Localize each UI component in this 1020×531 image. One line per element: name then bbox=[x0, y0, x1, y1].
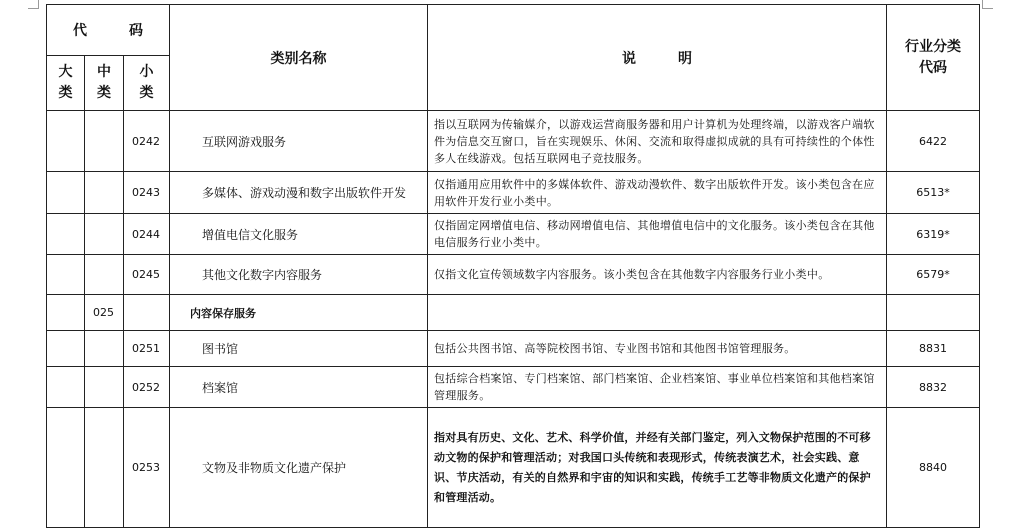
header-industry-code-text: 行业分类代码 bbox=[905, 38, 961, 76]
cell-description: 指以互联网为传输媒介，以游戏运营商服务器和用户计算机为处理终端，以游戏客户端软件为信息交互窗口，旨在实现娱乐、休闲、交流和取得虚拟成就的具有可持续性的个体性多人在线游戏。包括互联网电子竞技服务。 bbox=[428, 111, 887, 172]
cell-minor: 0245 bbox=[124, 255, 170, 295]
cell-medium bbox=[85, 111, 124, 172]
cell-major bbox=[47, 111, 85, 172]
header-major-text: 大类 bbox=[58, 64, 73, 101]
header-minor-text: 小类 bbox=[139, 64, 154, 101]
cell-minor: 0242 bbox=[124, 111, 170, 172]
cell-minor: 0253 bbox=[124, 408, 170, 528]
cell-industry-code: 6513* bbox=[887, 172, 980, 214]
table-row bbox=[47, 408, 980, 528]
cell-industry-code: 8840 bbox=[887, 408, 980, 528]
table-row bbox=[47, 331, 980, 367]
cell-description: 仅指文化宣传领域数字内容服务。该小类包含在其他数字内容服务行业小类中。 bbox=[428, 255, 887, 295]
cell-category-name: 图书馆 bbox=[170, 331, 428, 367]
header-description: 说 明 bbox=[428, 5, 887, 111]
cell-description: 仅指通用应用软件中的多媒体软件、游戏动漫软件、数字出版软件开发。该小类包含在应用软件开发行业小类中。 bbox=[428, 172, 887, 214]
cell-major bbox=[47, 214, 85, 255]
header-major bbox=[47, 56, 85, 111]
cell-minor bbox=[124, 295, 170, 331]
cell-medium bbox=[85, 255, 124, 295]
cell-category-name: 增值电信文化服务 bbox=[170, 214, 428, 255]
cell-major bbox=[47, 331, 85, 367]
header-code-group: 代 码 bbox=[47, 5, 170, 56]
table-row bbox=[47, 367, 980, 408]
cell-minor: 0251 bbox=[124, 331, 170, 367]
cell-description: 指对具有历史、文化、艺术、科学价值，并经有关部门鉴定，列入文物保护范围的不可移动文物的保护和管理活动；对我国口头传统和表现形式，传统表演艺术，社会实践、意识、节庆活动，有关的自然界和宇宙的知识和实践，传统手工艺等非物质文化遗产的保护和管理活动。 bbox=[428, 408, 887, 528]
cell-minor: 0244 bbox=[124, 214, 170, 255]
cell-medium bbox=[85, 172, 124, 214]
cell-medium bbox=[85, 214, 124, 255]
page-corner-mark-right bbox=[982, 0, 993, 9]
cell-category-name: 档案馆 bbox=[170, 367, 428, 408]
cell-category-name: 互联网游戏服务 bbox=[170, 111, 428, 172]
cell-category-name: 多媒体、游戏动漫和数字出版软件开发 bbox=[170, 172, 428, 214]
cell-minor: 0252 bbox=[124, 367, 170, 408]
cell-medium: 025 bbox=[85, 295, 124, 331]
cell-description: 包括综合档案馆、专门档案馆、部门档案馆、企业档案馆、事业单位档案馆和其他档案馆管理服务。 bbox=[428, 367, 887, 408]
page-corner-mark-left bbox=[28, 0, 39, 9]
cell-minor: 0243 bbox=[124, 172, 170, 214]
table-row bbox=[47, 111, 980, 172]
cell-industry-code: 6422 bbox=[887, 111, 980, 172]
cell-category-name: 内容保存服务 bbox=[170, 295, 428, 331]
cell-major bbox=[47, 367, 85, 408]
cell-industry-code: 8832 bbox=[887, 367, 980, 408]
cell-category-name: 其他文化数字内容服务 bbox=[170, 255, 428, 295]
header-row-top bbox=[47, 5, 980, 56]
table-row bbox=[47, 172, 980, 214]
header-medium bbox=[85, 56, 124, 111]
cell-medium bbox=[85, 367, 124, 408]
cell-major bbox=[47, 172, 85, 214]
cell-medium bbox=[85, 331, 124, 367]
cell-description: 包括公共图书馆、高等院校图书馆、专业图书馆和其他图书馆管理服务。 bbox=[428, 331, 887, 367]
cell-industry-code: 6579* bbox=[887, 255, 980, 295]
cell-industry-code: 6319* bbox=[887, 214, 980, 255]
cell-description: 仅指固定网增值电信、移动网增值电信、其他增值电信中的文化服务。该小类包含在其他电信服务行业小类中。 bbox=[428, 214, 887, 255]
classification-table bbox=[46, 4, 980, 528]
cell-major bbox=[47, 295, 85, 331]
header-minor bbox=[124, 56, 170, 111]
cell-medium bbox=[85, 408, 124, 528]
table-row bbox=[47, 295, 980, 331]
header-medium-text: 中类 bbox=[97, 64, 111, 101]
header-category-name: 类别名称 bbox=[170, 5, 428, 111]
header-industry-code bbox=[887, 5, 980, 111]
cell-description bbox=[428, 295, 887, 331]
cell-category-name: 文物及非物质文化遗产保护 bbox=[170, 408, 428, 528]
cell-industry-code bbox=[887, 295, 980, 331]
cell-industry-code: 8831 bbox=[887, 331, 980, 367]
cell-major bbox=[47, 408, 85, 528]
cell-major bbox=[47, 255, 85, 295]
table-row bbox=[47, 255, 980, 295]
table-row bbox=[47, 214, 980, 255]
